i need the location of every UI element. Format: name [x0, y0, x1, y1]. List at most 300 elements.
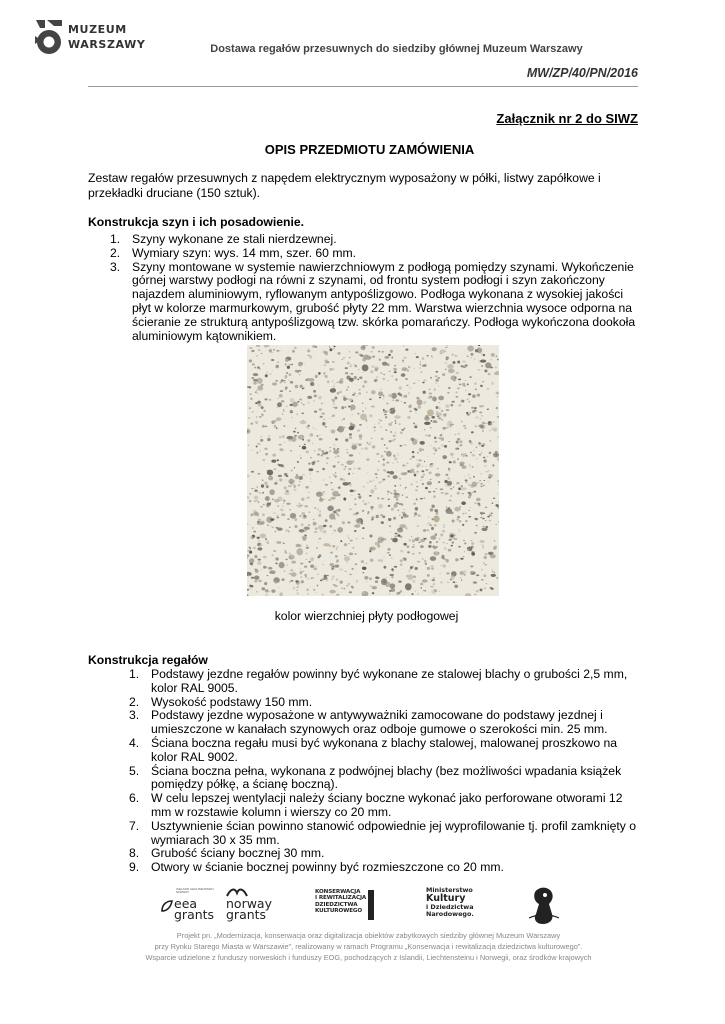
- texture-speck: [333, 584, 336, 586]
- texture-speck: [289, 553, 291, 554]
- texture-speck: [253, 547, 256, 550]
- texture-speck: [497, 396, 498, 397]
- texture-speck: [388, 410, 391, 412]
- texture-speck: [497, 359, 499, 361]
- texture-speck: [296, 586, 299, 588]
- texture-speck: [323, 372, 325, 374]
- texture-speck: [425, 435, 427, 437]
- annex-label: Załącznik nr 2 do SIWZ: [496, 111, 638, 126]
- texture-speck: [269, 349, 272, 353]
- texture-speck: [409, 406, 412, 409]
- texture-speck: [467, 356, 469, 358]
- rails-list: [110, 233, 642, 343]
- texture-speck: [469, 376, 472, 378]
- konserwacja-line2: I REWITALIZACJA: [315, 895, 367, 902]
- texture-speck: [427, 456, 428, 457]
- texture-speck: [461, 487, 467, 490]
- texture-speck: [329, 451, 331, 452]
- texture-speck: [367, 511, 369, 513]
- texture-speck: [399, 424, 401, 425]
- texture-speck: [463, 513, 465, 515]
- texture-speck: [413, 575, 416, 578]
- texture-speck: [322, 594, 324, 596]
- texture-speck: [420, 545, 424, 548]
- konserwacja-logo: [315, 889, 375, 923]
- texture-speck: [367, 427, 368, 428]
- texture-speck: [297, 432, 299, 434]
- texture-speck: [420, 479, 423, 480]
- texture-speck: [280, 480, 282, 482]
- texture-speck: [480, 483, 483, 485]
- texture-speck: [453, 581, 456, 583]
- texture-speck: [489, 452, 491, 455]
- texture-speck: [381, 481, 384, 482]
- texture-speck: [354, 563, 357, 564]
- texture-speck: [444, 445, 447, 448]
- texture-speck: [425, 466, 426, 467]
- texture-speck: [274, 482, 277, 485]
- texture-speck: [343, 588, 345, 590]
- texture-speck: [349, 436, 352, 439]
- texture-speck: [276, 407, 278, 408]
- texture-speck: [266, 540, 270, 543]
- texture-speck: [345, 367, 348, 369]
- texture-speck: [450, 404, 453, 407]
- texture-speck: [384, 444, 386, 446]
- texture-speck: [299, 503, 300, 504]
- texture-speck: [334, 518, 336, 520]
- texture-speck: [468, 402, 469, 403]
- texture-speck: [336, 559, 339, 562]
- texture-speck: [255, 402, 257, 404]
- texture-speck: [299, 374, 301, 375]
- texture-speck: [318, 448, 321, 451]
- texture-speck: [332, 361, 335, 363]
- texture-speck: [320, 416, 323, 418]
- texture-speck: [422, 382, 425, 384]
- texture-speck: [392, 399, 394, 401]
- texture-speck: [249, 407, 251, 409]
- texture-speck: [348, 468, 351, 470]
- texture-speck: [302, 474, 305, 476]
- texture-speck: [468, 516, 471, 518]
- texture-speck: [258, 349, 261, 351]
- texture-speck: [413, 544, 415, 545]
- texture-speck: [381, 521, 384, 524]
- texture-speck: [346, 449, 347, 450]
- list-item: 2. Wysokość podstawy 150 mm.: [129, 694, 313, 709]
- texture-speck: [289, 509, 291, 510]
- intro-paragraph: Zestaw regałów przesuwnych z napędem elektrycznym wyposażony w półki, listwy zapółkowe i przekładki druciane (150 sztuk).: [88, 171, 601, 200]
- texture-speck: [375, 577, 379, 580]
- texture-speck: [273, 512, 276, 514]
- texture-speck: [360, 354, 363, 356]
- texture-speck: [365, 447, 368, 450]
- texture-speck: [387, 494, 389, 495]
- texture-speck: [370, 558, 374, 561]
- texture-speck: [391, 568, 393, 571]
- texture-speck: [472, 492, 474, 494]
- texture-speck: [277, 398, 278, 399]
- texture-speck: [495, 366, 497, 368]
- texture-speck: [258, 519, 261, 521]
- texture-speck: [269, 489, 274, 495]
- texture-speck: [299, 446, 301, 447]
- texture-speck: [370, 351, 372, 352]
- texture-speck: [494, 429, 497, 432]
- texture-speck: [272, 454, 276, 457]
- texture-speck: [348, 583, 350, 584]
- texture-speck: [455, 391, 457, 393]
- texture-speck: [258, 580, 261, 583]
- texture-speck: [435, 488, 437, 489]
- texture-speck: [380, 559, 383, 562]
- texture-speck: [323, 418, 325, 420]
- texture-speck: [358, 429, 360, 430]
- texture-speck: [455, 558, 459, 561]
- texture-speck: [350, 423, 352, 425]
- texture-speck: [257, 547, 262, 550]
- texture-speck: [470, 452, 472, 453]
- texture-speck: [266, 503, 270, 507]
- texture-speck: [358, 369, 360, 370]
- texture-speck: [308, 462, 310, 464]
- texture-speck: [372, 346, 375, 349]
- texture-speck: [395, 378, 397, 380]
- texture-speck: [344, 556, 350, 561]
- texture-speck: [366, 563, 367, 564]
- texture-speck: [323, 493, 324, 494]
- texture-speck: [294, 518, 297, 521]
- texture-speck: [323, 491, 325, 493]
- texture-speck: [327, 506, 334, 512]
- texture-speck: [391, 538, 393, 540]
- texture-speck: [315, 429, 317, 430]
- texture-speck: [302, 446, 307, 450]
- texture-speck: [351, 568, 353, 570]
- texture-speck: [427, 522, 432, 524]
- texture-speck: [271, 359, 274, 361]
- texture-speck: [285, 375, 288, 378]
- texture-speck: [481, 452, 483, 454]
- texture-speck: [420, 361, 421, 362]
- texture-speck: [266, 372, 268, 373]
- texture-speck: [367, 513, 369, 514]
- texture-speck: [481, 445, 484, 447]
- texture-speck: [397, 461, 399, 462]
- texture-speck: [329, 447, 331, 448]
- texture-speck: [261, 353, 262, 354]
- texture-speck: [458, 379, 461, 381]
- texture-speck: [394, 492, 398, 495]
- texture-speck: [332, 575, 335, 578]
- texture-speck: [309, 468, 314, 471]
- texture-speck: [407, 574, 413, 580]
- texture-speck: [309, 512, 311, 513]
- texture-speck: [340, 580, 343, 583]
- texture-speck: [448, 507, 450, 509]
- texture-speck: [311, 462, 314, 466]
- texture-speck: [485, 520, 487, 521]
- texture-speck: [462, 360, 465, 363]
- texture-speck: [377, 545, 380, 548]
- texture-speck: [357, 379, 359, 381]
- texture-speck: [388, 394, 392, 397]
- texture-speck: [473, 450, 474, 451]
- texture-speck: [476, 574, 479, 576]
- texture-speck: [435, 375, 438, 377]
- texture-speck: [352, 394, 355, 396]
- texture-speck: [490, 440, 492, 441]
- texture-speck: [394, 566, 397, 568]
- texture-speck: [402, 558, 405, 560]
- texture-speck: [483, 562, 485, 564]
- texture-speck: [487, 388, 490, 389]
- texture-speck: [249, 500, 252, 502]
- ministry-line1: Ministerstwo: [426, 886, 473, 894]
- texture-speck: [260, 506, 262, 507]
- texture-speck: [392, 409, 394, 410]
- texture-speck: [461, 485, 463, 487]
- texture-speck: [354, 524, 360, 528]
- texture-speck: [333, 465, 336, 467]
- texture-speck: [349, 366, 352, 368]
- texture-speck: [363, 501, 365, 502]
- texture-speck: [296, 474, 298, 476]
- texture-speck: [337, 455, 340, 457]
- texture-speck: [481, 579, 483, 581]
- texture-speck: [417, 561, 420, 563]
- texture-speck: [251, 577, 254, 579]
- texture-speck: [382, 393, 384, 395]
- texture-speck: [315, 527, 318, 530]
- texture-speck: [434, 453, 435, 454]
- texture-speck: [353, 393, 356, 395]
- texture-speck: [307, 578, 309, 580]
- texture-speck: [339, 568, 343, 570]
- texture-speck: [248, 575, 250, 576]
- texture-speck: [385, 582, 390, 587]
- texture-speck: [437, 377, 440, 379]
- texture-speck: [265, 589, 269, 592]
- texture-speck: [482, 430, 484, 431]
- texture-speck: [362, 510, 365, 512]
- texture-speck: [429, 532, 431, 533]
- texture-speck: [388, 505, 391, 507]
- eea-line2: grants: [174, 907, 215, 922]
- texture-speck: [471, 407, 473, 409]
- texture-speck: [435, 533, 438, 536]
- texture-speck: [306, 497, 308, 498]
- texture-speck: [358, 522, 361, 524]
- texture-speck: [263, 566, 266, 569]
- texture-speck: [308, 425, 310, 427]
- texture-speck: [264, 448, 268, 450]
- texture-speck: [303, 387, 305, 389]
- texture-speck: [470, 412, 471, 413]
- texture-speck: [380, 372, 382, 374]
- texture-speck: [405, 583, 412, 590]
- texture-speck: [452, 577, 453, 578]
- texture-speck: [321, 454, 323, 456]
- texture-speck: [302, 571, 304, 572]
- texture-speck: [474, 407, 477, 409]
- texture-speck: [341, 420, 343, 421]
- texture-speck: [362, 385, 365, 388]
- texture-speck: [440, 492, 443, 494]
- texture-speck: [413, 503, 416, 505]
- texture-speck: [435, 379, 439, 382]
- texture-speck: [491, 353, 495, 357]
- texture-speck: [281, 513, 285, 516]
- texture-speck: [300, 571, 302, 572]
- texture-speck: [300, 385, 303, 389]
- texture-speck: [251, 377, 254, 379]
- texture-speck: [359, 453, 361, 454]
- texture-speck: [420, 441, 425, 445]
- texture-speck: [411, 484, 413, 486]
- texture-speck: [278, 418, 281, 420]
- texture-speck: [447, 582, 449, 583]
- texture-speck: [480, 486, 482, 488]
- texture-speck: [362, 364, 369, 371]
- texture-speck: [321, 403, 322, 404]
- image-caption: kolor wierzchniej płyty podłogowej: [274, 609, 459, 623]
- texture-speck: [374, 424, 375, 425]
- texture-speck: [491, 513, 493, 515]
- texture-speck: [460, 365, 463, 367]
- texture-speck: [251, 350, 254, 352]
- texture-speck: [347, 362, 350, 365]
- texture-speck: [443, 542, 445, 544]
- texture-speck: [271, 370, 272, 371]
- texture-speck: [401, 401, 402, 402]
- texture-speck: [275, 380, 277, 382]
- texture-speck: [474, 532, 477, 534]
- texture-speck: [431, 357, 432, 358]
- texture-speck: [260, 544, 263, 546]
- texture-speck: [261, 436, 263, 437]
- texture-speck: [256, 389, 258, 391]
- texture-speck: [484, 465, 487, 467]
- texture-speck: [334, 565, 339, 568]
- texture-speck: [412, 580, 415, 583]
- texture-speck: [475, 416, 478, 418]
- texture-speck: [364, 380, 368, 383]
- texture-speck: [410, 566, 413, 569]
- texture-speck: [398, 534, 401, 536]
- texture-speck: [343, 468, 346, 469]
- texture-speck: [459, 462, 464, 466]
- texture-speck: [430, 427, 431, 428]
- texture-speck: [469, 440, 472, 442]
- texture-speck: [395, 423, 397, 424]
- texture-speck: [456, 372, 459, 374]
- texture-speck: [387, 491, 390, 493]
- texture-speck: [321, 450, 324, 452]
- texture-speck: [263, 410, 265, 412]
- texture-speck: [312, 427, 314, 428]
- texture-speck: [442, 555, 445, 558]
- texture-speck: [424, 416, 429, 420]
- texture-speck: [313, 567, 317, 570]
- texture-speck: [283, 411, 285, 413]
- texture-speck: [433, 583, 436, 585]
- texture-speck: [324, 531, 325, 532]
- texture-speck: [421, 476, 424, 479]
- texture-speck: [483, 459, 486, 462]
- texture-speck: [394, 393, 396, 395]
- texture-speck: [269, 399, 272, 401]
- texture-speck: [349, 454, 353, 456]
- texture-speck: [299, 370, 301, 372]
- texture-speck: [325, 360, 328, 364]
- texture-speck: [329, 418, 330, 419]
- section-heading-rails: Konstrukcja szyn i ich posadowienie.: [88, 215, 305, 229]
- texture-speck: [400, 563, 403, 566]
- texture-speck: [303, 516, 307, 519]
- texture-speck: [475, 518, 478, 520]
- texture-speck: [403, 357, 407, 359]
- texture-speck: [339, 427, 341, 428]
- texture-speck: [359, 434, 363, 438]
- texture-speck: [278, 587, 279, 588]
- texture-speck: [441, 444, 444, 446]
- texture-speck: [475, 425, 478, 427]
- texture-speck: [497, 521, 499, 522]
- texture-speck: [317, 585, 319, 587]
- texture-speck: [262, 459, 265, 461]
- texture-speck: [427, 481, 432, 485]
- texture-speck: [341, 588, 343, 590]
- texture-speck: [470, 565, 473, 567]
- texture-speck: [410, 438, 414, 441]
- texture-speck: [319, 510, 322, 512]
- texture-speck: [292, 350, 295, 353]
- texture-speck: [363, 355, 369, 360]
- list-item: 3. Szyny montowane w systemie nawierzchniowym z podłogą pomiędzy szynami. Wykończenie górnej warstwy podłogi na równi z szynami, od frontu system podłogi i szyn zakończony najazdem aluminiowym, ryflowanym antypoślizgowo. Podłoga wykonana z wysokiej jakości płyt w kolorze marmurkowym, grubość płyty 22 mm. Warstwa wierzchnia wysoce odporna na ścieranie ze strukturą antypoślizgową tzw. skórka pomarańczy. Podłoga wykończona dookoła aluminiowym kątownikiem.: [110, 259, 636, 343]
- texture-speck: [340, 528, 343, 530]
- texture-speck: [254, 576, 259, 580]
- texture-speck: [369, 550, 371, 552]
- texture-speck: [251, 536, 253, 538]
- texture-speck: [464, 476, 465, 477]
- texture-speck: [280, 390, 283, 392]
- texture-speck: [438, 396, 444, 401]
- texture-speck: [336, 510, 338, 512]
- texture-speck: [313, 589, 316, 591]
- texture-speck: [470, 540, 472, 541]
- texture-speck: [371, 365, 374, 367]
- texture-speck: [486, 583, 487, 584]
- list-item: 6. W celu lepszej wentylacji należy ściany boczne wykonać jako perforowane otworami 12 mm w rozstawie kolumn i wierszy co 20 mm.: [129, 791, 623, 819]
- texture-speck: [284, 380, 285, 381]
- texture-speck: [301, 402, 302, 403]
- logo-line1: MUZEUM: [68, 23, 127, 36]
- texture-speck: [474, 358, 476, 359]
- texture-speck: [361, 448, 364, 450]
- texture-speck: [496, 355, 498, 357]
- texture-speck: [279, 436, 281, 438]
- texture-speck: [411, 593, 414, 595]
- texture-speck: [412, 553, 414, 555]
- texture-speck: [479, 412, 482, 414]
- texture-speck: [417, 463, 420, 465]
- texture-speck: [336, 513, 338, 515]
- texture-speck: [416, 498, 418, 500]
- texture-speck: [267, 438, 271, 442]
- texture-speck: [276, 515, 278, 517]
